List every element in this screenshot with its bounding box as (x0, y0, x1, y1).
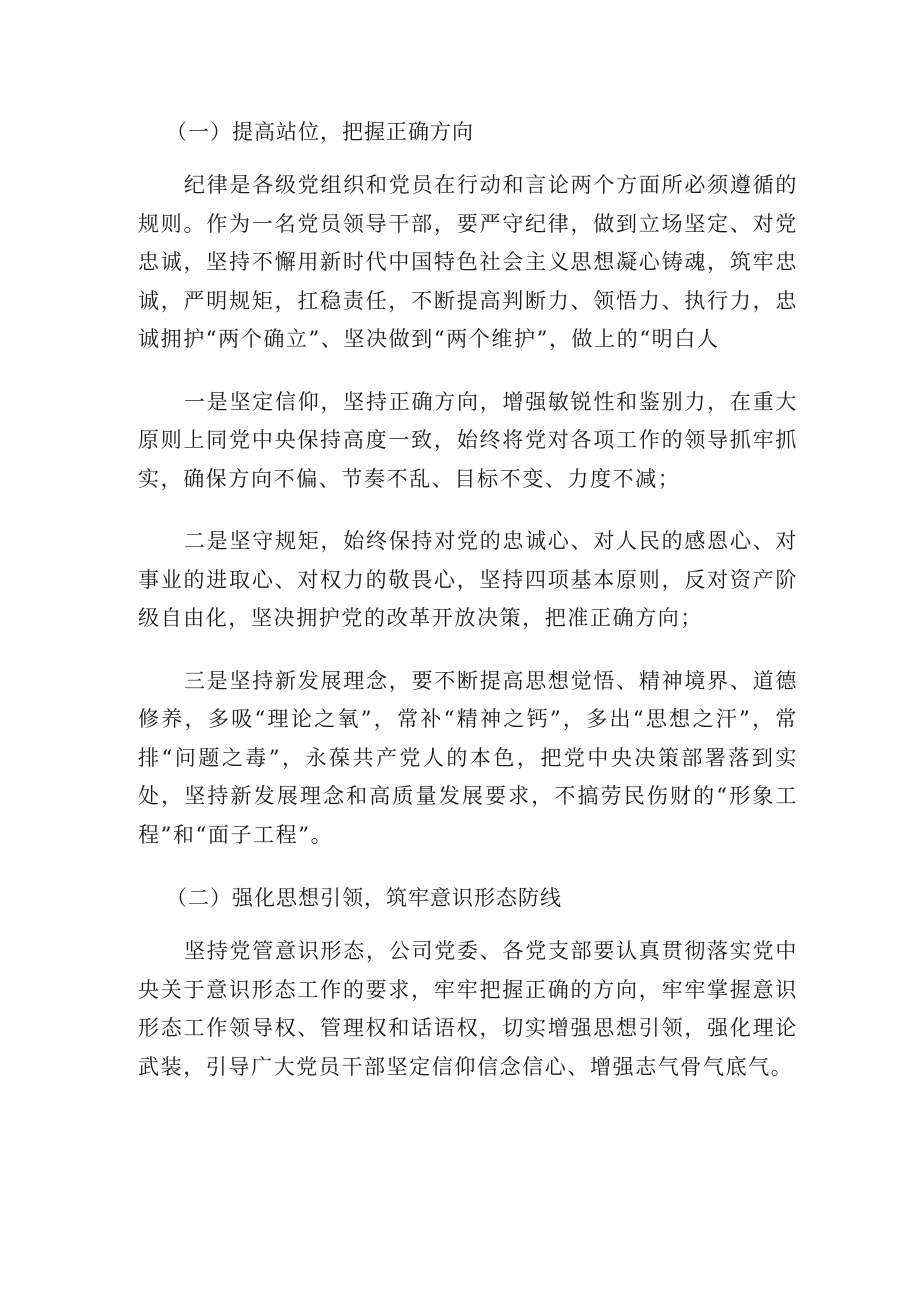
paragraph-point-one: 一是坚定信仰，坚持正确方向，增强敏锐性和鉴别力，在重大原则上同党中央保持高度一致，始终将党对各项工作的领导抓牢抓实，确保方向不偏、节奏不乱、目标不变、力度不减； (138, 389, 798, 491)
section-heading-1: （一）提高站位，把握正确方向 (166, 120, 474, 144)
section-heading-2: （二）强化思想引领，筑牢意识形态防线 (166, 886, 562, 910)
paragraph-ideology: 坚持党管意识形态，公司党委、各党支部要认真贯彻落实党中央关于意识形态工作的要求，牢牢把握正确的方向，牢牢掌握意识形态工作领导权、管理权和话语权，切实增强思想引领，强化理论武装，引导广大党员干部坚定信仰信念信心、增强志气骨气底气。 (138, 939, 798, 1079)
paragraph-point-two: 二是坚守规矩，始终保持对党的忠诚心、对人民的感恩心、对事业的进取心、对权力的敬畏心，坚持四项基本原则，反对资产阶级自由化，坚决拥护党的改革开放决策，把准正确方向； (138, 529, 798, 630)
paragraph-discipline: 纪律是各级党组织和党员在行动和言论两个方面所必须遵循的规则。作为一名党员领导干部，要严守纪律，做到立场坚定、对党忠诚，坚持不懈用新时代中国特色社会主义思想凝心铸魂，筑牢忠诚，严明规矩，扛稳责任，不断提高判断力、领悟力、执行力，忠诚拥护“两个确立”、坚决做到“两个维护”，做上的“明白人 (138, 173, 798, 351)
paragraph-point-three: 三是坚持新发展理念，要不断提高思想觉悟、精神境界、道德修养，多吸“理论之氧”，常补“精神之钙”，多出“思想之汗”，常排“问题之毒”，永葆共产党人的本色，把党中央决策部署落到实处，坚持新发展理念和高质量发展要求，不搞劳民伤财的“形象工程”和“面子工程”。 (138, 668, 798, 847)
document-body (138, 112, 798, 1086)
